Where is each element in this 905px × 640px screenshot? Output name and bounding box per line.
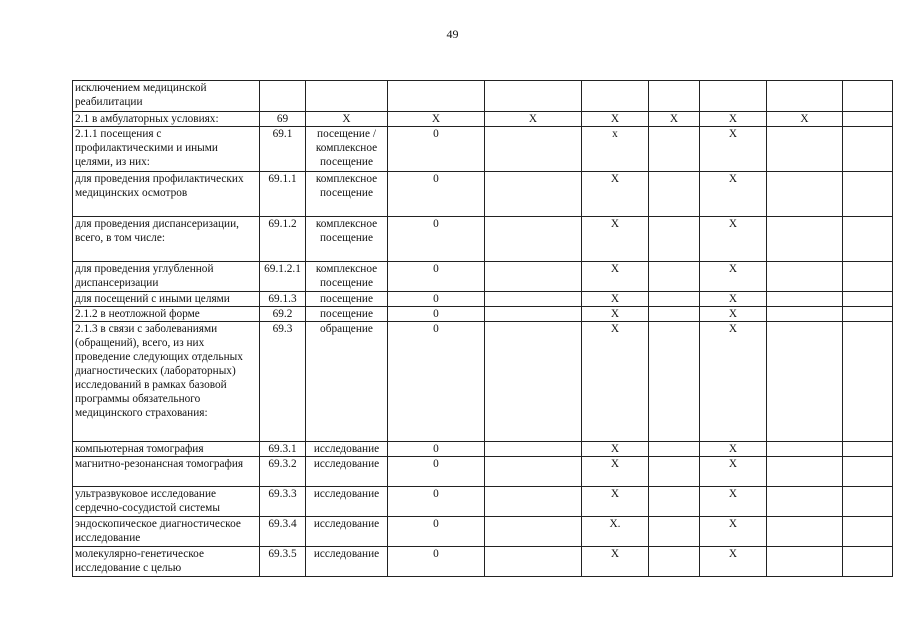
value-cell [843, 127, 893, 172]
row-unit-cell: комплексное посещение [306, 217, 388, 262]
value-cell: X [700, 322, 767, 442]
row-unit-cell: посещение [306, 292, 388, 307]
value-cell: 0 [388, 292, 485, 307]
row-unit-cell: исследование [306, 517, 388, 547]
value-cell: 0 [388, 457, 485, 487]
value-cell: X [700, 172, 767, 217]
row-name-cell: для посещений с иными целями [73, 292, 260, 307]
value-cell [843, 292, 893, 307]
value-cell [767, 172, 843, 217]
value-cell [649, 217, 700, 262]
value-cell: x [582, 127, 649, 172]
value-cell [649, 172, 700, 217]
row-number-cell: 69 [260, 112, 306, 127]
table-row [73, 547, 893, 577]
value-cell [767, 517, 843, 547]
value-cell [843, 217, 893, 262]
value-cell: 0 [388, 487, 485, 517]
row-unit-cell: X [306, 112, 388, 127]
value-cell [843, 442, 893, 457]
value-cell [649, 292, 700, 307]
value-cell [649, 307, 700, 322]
value-cell [843, 81, 893, 112]
value-cell: 0 [388, 262, 485, 292]
value-cell [767, 442, 843, 457]
row-number-cell: 69.3.3 [260, 487, 306, 517]
row-unit-cell: посещение / комплексное посещение [306, 127, 388, 172]
value-cell [700, 81, 767, 112]
value-cell [843, 172, 893, 217]
value-cell [843, 517, 893, 547]
table-row [73, 307, 893, 322]
value-cell [843, 322, 893, 442]
value-cell [485, 262, 582, 292]
value-cell: 0 [388, 172, 485, 217]
row-unit-cell: исследование [306, 487, 388, 517]
value-cell: 0 [388, 322, 485, 442]
table-row [73, 172, 893, 217]
row-unit-cell: исследование [306, 457, 388, 487]
row-number-cell: 69.1.1 [260, 172, 306, 217]
value-cell [485, 457, 582, 487]
row-unit-cell: обращение [306, 322, 388, 442]
row-number-cell: 69.3.5 [260, 547, 306, 577]
row-unit-cell: комплексное посещение [306, 262, 388, 292]
value-cell [649, 517, 700, 547]
value-cell: X [700, 307, 767, 322]
row-name-cell: 2.1 в амбулаторных условиях: [73, 112, 260, 127]
value-cell [649, 262, 700, 292]
value-cell [582, 81, 649, 112]
value-cell: 0 [388, 517, 485, 547]
value-cell [485, 307, 582, 322]
table-row [73, 442, 893, 457]
row-name-cell: исключением медицинской реабилитации [73, 81, 260, 112]
table-row [73, 487, 893, 517]
value-cell: X [582, 217, 649, 262]
table-body [73, 81, 893, 577]
table-row [73, 127, 893, 172]
value-cell: 0 [388, 217, 485, 262]
row-name-cell: 2.1.1 посещения с профилактическими и иными целями, из них: [73, 127, 260, 172]
value-cell [767, 487, 843, 517]
table-row [73, 457, 893, 487]
value-cell: X [582, 547, 649, 577]
row-number-cell: 69.3.4 [260, 517, 306, 547]
value-cell [649, 322, 700, 442]
row-name-cell: для проведения углубленной диспансеризации [73, 262, 260, 292]
value-cell: X [582, 292, 649, 307]
value-cell [485, 172, 582, 217]
value-cell [649, 547, 700, 577]
value-cell: X [767, 112, 843, 127]
value-cell [485, 292, 582, 307]
value-cell [767, 217, 843, 262]
value-cell [649, 487, 700, 517]
row-name-cell: эндоскопическое диагностическое исследование [73, 517, 260, 547]
value-cell: X [700, 547, 767, 577]
row-name-cell: компьютерная томография [73, 442, 260, 457]
value-cell [649, 81, 700, 112]
value-cell: X [700, 457, 767, 487]
row-number-cell: 69.2 [260, 307, 306, 322]
value-cell: X [700, 127, 767, 172]
row-name-cell: 2.1.2 в неотложной форме [73, 307, 260, 322]
value-cell: X [582, 322, 649, 442]
value-cell [485, 127, 582, 172]
row-name-cell: 2.1.3 в связи с заболеваниями (обращений), всего, из них проведение следующих отдельных диагностических (лабораторных) исследований в рамках базовой программы обязательного медицинского страхования: [73, 322, 260, 442]
value-cell [649, 442, 700, 457]
value-cell: X. [582, 517, 649, 547]
value-cell [649, 127, 700, 172]
row-number-cell: 69.1.3 [260, 292, 306, 307]
value-cell: X [485, 112, 582, 127]
row-name-cell: магнитно-резонансная томография [73, 457, 260, 487]
value-cell: X [700, 262, 767, 292]
page-number: 49 [446, 27, 459, 41]
row-number-cell: 69.1.2 [260, 217, 306, 262]
value-cell [767, 322, 843, 442]
value-cell: X [700, 487, 767, 517]
value-cell [843, 457, 893, 487]
value-cell [388, 81, 485, 112]
value-cell: X [649, 112, 700, 127]
table-row [73, 217, 893, 262]
table-row [73, 112, 893, 127]
row-unit-cell: посещение [306, 307, 388, 322]
value-cell [485, 322, 582, 442]
row-number-cell: 69.3.2 [260, 457, 306, 487]
table-row [73, 322, 893, 442]
value-cell: 0 [388, 547, 485, 577]
row-name-cell: молекулярно-генетическое исследование с целью [73, 547, 260, 577]
value-cell: X [388, 112, 485, 127]
row-number-cell [260, 81, 306, 112]
table-row [73, 292, 893, 307]
value-cell: 0 [388, 442, 485, 457]
row-number-cell: 69.1 [260, 127, 306, 172]
value-cell: 0 [388, 127, 485, 172]
value-cell: X [700, 292, 767, 307]
value-cell: X [582, 487, 649, 517]
value-cell: X [582, 172, 649, 217]
value-cell [767, 307, 843, 322]
row-number-cell: 69.3 [260, 322, 306, 442]
value-cell [485, 547, 582, 577]
value-cell: X [582, 112, 649, 127]
row-name-cell: для проведения профилактических медицинских осмотров [73, 172, 260, 217]
row-unit-cell: исследование [306, 547, 388, 577]
value-cell [843, 487, 893, 517]
value-cell [485, 487, 582, 517]
table-row [73, 81, 893, 112]
value-cell: 0 [388, 307, 485, 322]
value-cell [767, 262, 843, 292]
table-row [73, 262, 893, 292]
row-name-cell: для проведения диспансеризации, всего, в том числе: [73, 217, 260, 262]
value-cell: X [700, 517, 767, 547]
data-table [72, 80, 893, 577]
value-cell: X [582, 262, 649, 292]
value-cell [843, 547, 893, 577]
row-number-cell: 69.3.1 [260, 442, 306, 457]
value-cell [767, 292, 843, 307]
value-cell [767, 547, 843, 577]
row-unit-cell [306, 81, 388, 112]
value-cell: X [582, 457, 649, 487]
row-unit-cell: исследование [306, 442, 388, 457]
value-cell [843, 307, 893, 322]
row-unit-cell: комплексное посещение [306, 172, 388, 217]
value-cell: X [700, 442, 767, 457]
value-cell [767, 457, 843, 487]
value-cell [767, 81, 843, 112]
value-cell: X [700, 112, 767, 127]
value-cell [843, 262, 893, 292]
row-number-cell: 69.1.2.1 [260, 262, 306, 292]
value-cell: X [582, 442, 649, 457]
value-cell: X [700, 217, 767, 262]
value-cell [485, 517, 582, 547]
row-name-cell: ультразвуковое исследование сердечно-сосудистой системы [73, 487, 260, 517]
value-cell [767, 127, 843, 172]
value-cell: X [582, 307, 649, 322]
value-cell [485, 442, 582, 457]
value-cell [485, 81, 582, 112]
value-cell [649, 457, 700, 487]
value-cell [485, 217, 582, 262]
table-row [73, 517, 893, 547]
value-cell [843, 112, 893, 127]
